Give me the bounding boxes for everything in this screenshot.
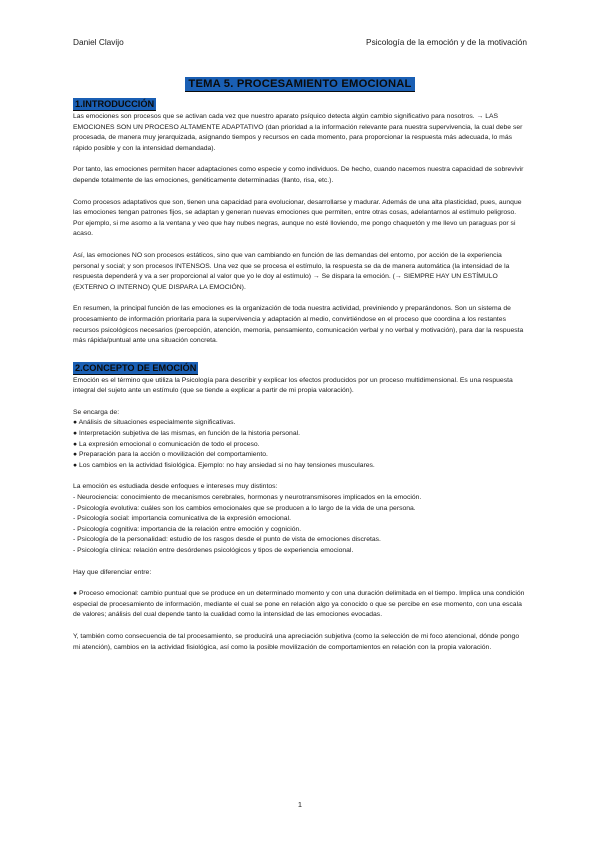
- list-item: - Psicología evolutiva: cuáles son los cambios emocionales que se producen a lo largo de la vida de una persona.: [73, 504, 416, 512]
- paragraph: En resumen, la principal función de las emociones es la organización de toda nuestra actividad, previniendo y preparándonos. Son un sistema de procesamiento de información prioritaria para la supervivencia y adaptación al medio, convirtiéndose en el proceso que coordina a los restantes recursos psicológicos necesarios (percepción, atención, memoria, pensamiento, comunicación verbal y no verbal y motivación), para dar la respuesta más rápida/puntual ante una situación concreta.: [73, 305, 524, 345]
- list-label: La emoción es estudiada desde enfoques e intereses muy distintos:: [73, 483, 278, 491]
- section-heading-introduccion: 1.INTRODUCCIÓN: [75, 99, 155, 109]
- list-label: Hay que diferenciar entre:: [73, 568, 152, 576]
- list-item: - Psicología cognitiva: importancia de la relación entre emoción y cognición.: [73, 525, 302, 533]
- paragraph: Y, también como consecuencia de tal procesamiento, se producirá una apreciación subjetiva (como la selección de mi foco atencional, dónde pongo mi atención), cambios en la actividad fisiológica, así como la posible movilización de comportamientos en relación con la propia valoración.: [73, 632, 520, 651]
- list-item: - Psicología social: importancia comunicativa de la expresión emocional.: [73, 515, 291, 523]
- document-title: TEMA 5. PROCESAMIENTO EMOCIONAL: [185, 77, 414, 92]
- list-item: - Psicología de la personalidad: estudio de los rasgos desde el punto de vista de emociones discretas.: [73, 536, 381, 544]
- list-item: ● Los cambios en la actividad fisiológica. Ejemplo: no hay ansiedad si no hay tensiones musculares.: [73, 461, 375, 469]
- section-heading-concepto: 2.CONCEPTO DE EMOCIÓN: [75, 362, 197, 373]
- list-item: ● Análisis de situaciones especialmente significativas.: [73, 419, 236, 427]
- paragraph: Así, las emociones NO son procesos estáticos, sino que van cambiando en función de las demandas del entorno, por acción de la experiencia personal y social; y son procesos INTENSOS. Una vez que se procesa el estímulo, la respuesta se da de manera automática (la intensidad de la respuesta dependerá y va a ser proporcional al valor que yo le doy al estímulo) → Se dispara la emoción. (→ SIEMPRE HAY UN ESTÍMULO (EXTERNO O INTERNO) QUE DISPARA LA EMOCIÓN).: [73, 251, 510, 291]
- section-introduccion: [73, 94, 527, 347]
- paragraph: Por tanto, las emociones permiten hacer adaptaciones como especie y como individuos. De hecho, cuando nacemos nuestra capacidad de sobrevivir depende totalmente de las emociones, genéticamente determinadas (llanto, risa, etc.).: [73, 166, 524, 184]
- page-number: 1: [297, 800, 303, 809]
- header-author: Daniel Clavijo: [73, 37, 124, 47]
- header-course: Psicología de la emoción y de la motivación: [366, 37, 527, 47]
- bullet-list: [73, 418, 527, 471]
- list-item: ● La expresión emocional o comunicación de todo el proceso.: [73, 440, 260, 448]
- dash-list: [73, 493, 527, 557]
- paragraph: ● Proceso emocional: cambio puntual que se produce en un determinado momento y con una duración delimitada en el tiempo. Implica una condición especial de procesamiento de información, mediante el cual se pone en relación algo ya conocido o que se percibe en ese momento, con una escala de valores; análisis del cual depende tanto la cualidad como la intensidad de las emociones evocadas.: [73, 590, 525, 619]
- list-item: ● Preparación para la acción o movilización del comportamiento.: [73, 451, 268, 459]
- paragraph: Emoción es el término que utiliza la Psicología para describir y explicar los efectos producidos por un proceso multidimensional. Es una respuesta integral del sujeto ante un estímulo (que se tiende a explicar a partir de mi propia valoración).: [73, 376, 513, 395]
- list-item: - Psicología clínica: relación entre desórdenes psicológicos y tipos de experiencia emocional.: [73, 547, 354, 554]
- list-item: - Neurociencia: conocimiento de mecanismos cerebrales, hormonas y neurotransmisores implicados en la emoción.: [73, 494, 422, 502]
- page-content: [73, 74, 527, 653]
- section-concepto-emocion: [73, 358, 527, 653]
- list-label: Se encarga de:: [73, 408, 120, 416]
- paragraph: Como procesos adaptativos que son, tienen una capacidad para evolucionar, desarrollarse y madurar. Además de una alta plasticidad, pues, aunque las emociones tengan patrones fijos, se adaptan y generan nuevas emociones que permiten, entre otras cosas, adelantarnos al estímulo peligroso. Por ejemplo, si me asomo a la ventana y veo que hay nubes negras, aunque no esté lloviendo, me pongo chaquetón y me llevo un paraguas por si acaso.: [73, 198, 522, 238]
- list-item: ● Interpretación subjetiva de las mismas, en función de la historia personal.: [73, 430, 301, 438]
- paragraph: Las emociones son procesos que se activan cada vez que nuestro aparato psíquico detecta algún cambio significativo para nosotros. → LAS EMOCIONES SON UN PROCESO ALTAMENTE ADAPTATIVO (dan prioridad a la información relevante para nuestra supervivencia, la cual debe ser procesada, de manera muy jerarquizada, asignando tiempos y recursos en cada momento, para proporcionar la respuesta más adecuada, lo más rápido posible y con la intensidad demandada).: [73, 113, 523, 152]
